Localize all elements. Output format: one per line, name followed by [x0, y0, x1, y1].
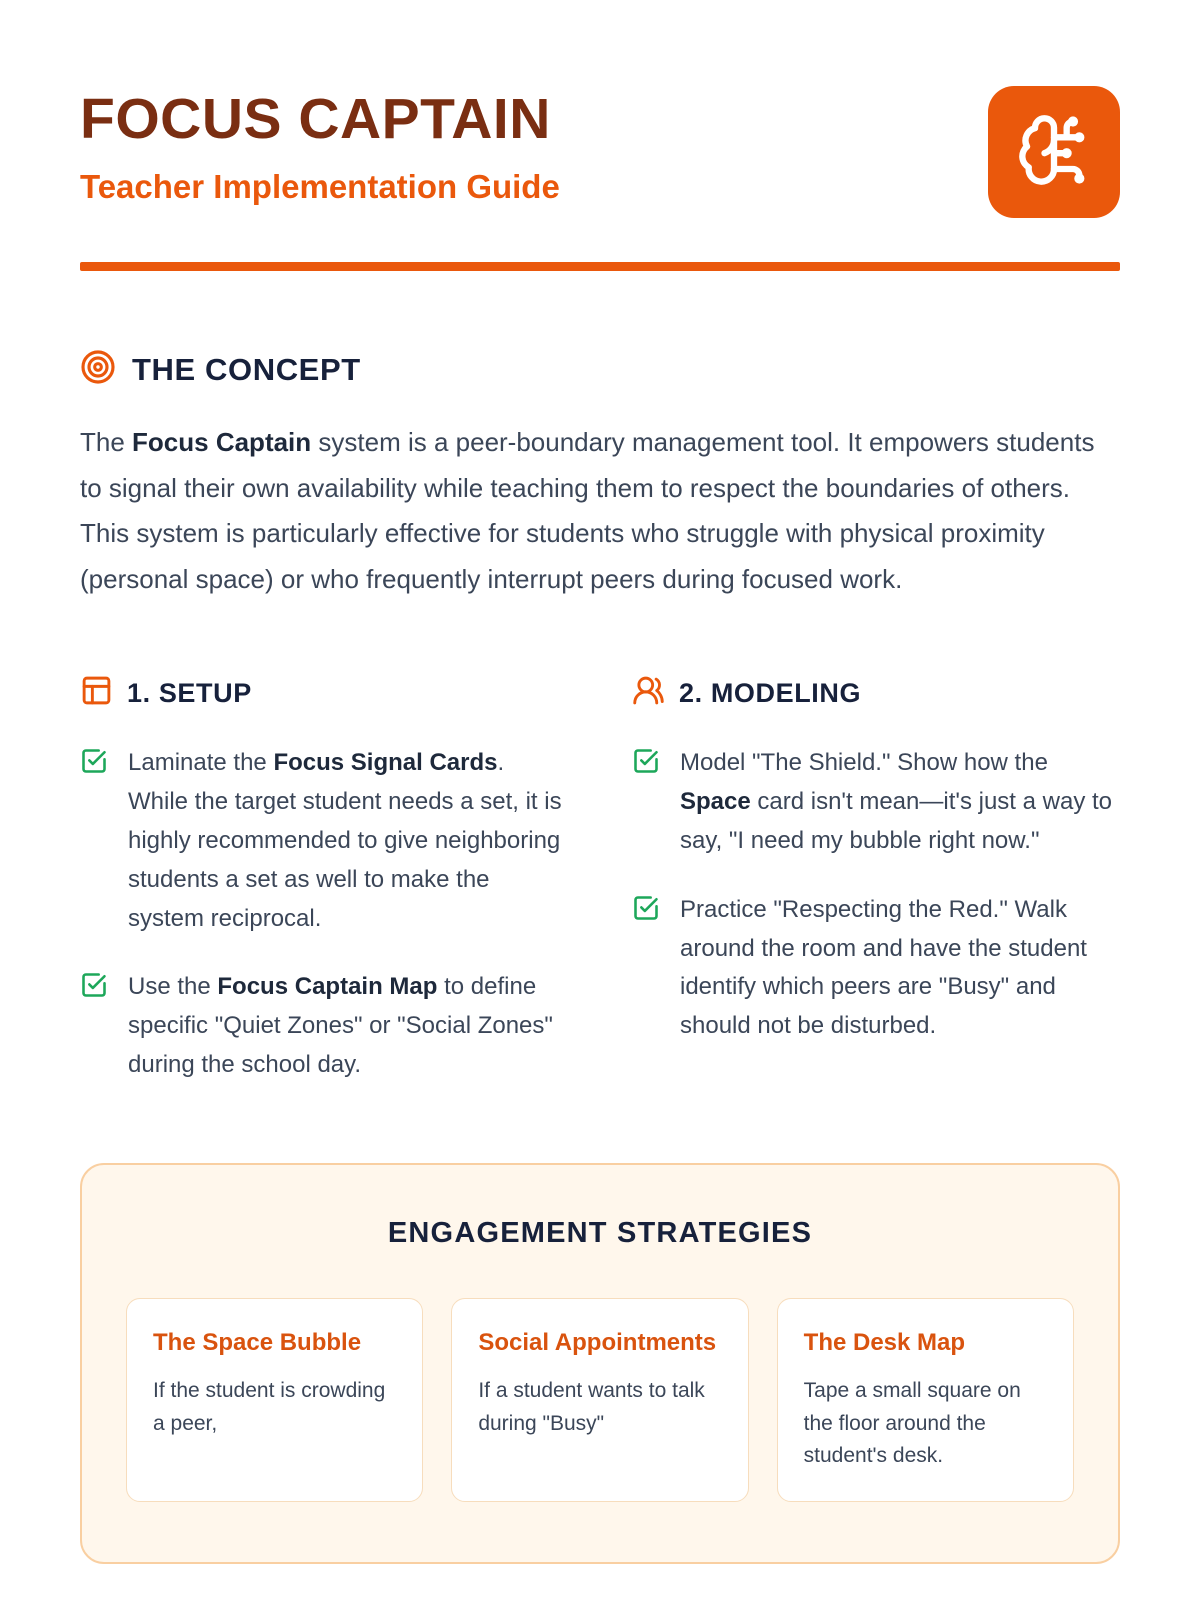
item-text-pre: Use the [128, 973, 218, 1001]
concept-heading: THE CONCEPT [132, 351, 361, 387]
card-title: Social Appointments [478, 1329, 717, 1356]
steps-columns [80, 674, 1120, 1085]
modeling-heading-row [632, 674, 1120, 712]
list-item [80, 744, 568, 938]
section-setup [80, 674, 568, 1085]
modeling-checklist [632, 744, 1120, 1046]
item-text-bold: Focus Captain Map [217, 973, 438, 1001]
check-square-icon [632, 747, 660, 775]
strategy-card [777, 1298, 1074, 1502]
item-text-pre: Practice "Respecting the Red." Walk around the room and have the student identify which peers are "Busy" and should not be disturbed. [680, 895, 1087, 1040]
users-icon [632, 674, 665, 712]
item-text-bold: Space [680, 787, 751, 815]
section-modeling [632, 674, 1120, 1085]
list-item [80, 968, 568, 1085]
accent-divider [80, 262, 1120, 271]
card-text: Tape a small square on the floor around the student's desk. [803, 1379, 1021, 1468]
engagement-strategies-panel [80, 1163, 1120, 1564]
section-concept [80, 349, 1120, 602]
brain-circuit-icon [1016, 112, 1092, 193]
card-text: If a student wants to talk during "Busy" [478, 1379, 705, 1435]
modeling-heading: 2. MODELING [679, 677, 862, 708]
card-title: The Space Bubble [153, 1329, 362, 1356]
strategy-card [451, 1298, 748, 1502]
strategy-card [126, 1298, 423, 1502]
brand-badge [988, 86, 1120, 218]
check-square-icon [80, 971, 108, 999]
concept-paragraph [80, 420, 1120, 602]
setup-heading: 1. SETUP [127, 677, 252, 708]
item-text-post: card isn't mean—it's just a way to say, "I need my bubble right now." [680, 787, 1113, 854]
item-text-bold: Focus Signal Cards [273, 749, 498, 776]
card-title: The Desk Map [803, 1329, 966, 1356]
item-text-pre: Laminate the [128, 749, 274, 776]
concept-heading-row [80, 349, 1120, 390]
item-text-post: . While the target student needs a set, it is highly recommended to give neighboring students a set as well to make the system reciprocal. [128, 749, 562, 932]
check-square-icon [632, 894, 660, 922]
list-item [632, 744, 1120, 861]
concept-text-post: system is a peer-boundary management tool. It empowers students to signal their own availability while teaching them to respect the boundaries of others. This system is particularly effective for students who struggle with physical proximity (personal space) or who frequently interrupt peers during focused work. [80, 427, 1095, 594]
target-icon [80, 349, 116, 390]
item-text-pre: Model "The Shield." Show how the [680, 749, 1048, 776]
check-square-icon [80, 747, 108, 775]
page-subtitle: Teacher Implementation Guide [80, 168, 560, 205]
strategy-cards [126, 1298, 1074, 1502]
item-text-post: to define specific "Quiet Zones" or "Social Zones" during the school day. [128, 973, 553, 1079]
setup-checklist [80, 744, 568, 1085]
card-text: If the student is crowding a peer, [153, 1379, 386, 1435]
setup-heading-row [80, 674, 568, 712]
strategies-heading: ENGAGEMENT STRATEGIES [387, 1217, 813, 1249]
layout-panels-icon [80, 674, 113, 712]
list-item [632, 891, 1120, 1047]
page-title: FOCUS CAPTAIN [80, 87, 551, 151]
header [80, 86, 1120, 218]
concept-text-pre: The [80, 427, 133, 457]
concept-text-bold: Focus Captain [132, 427, 312, 457]
header-titles [80, 86, 560, 206]
